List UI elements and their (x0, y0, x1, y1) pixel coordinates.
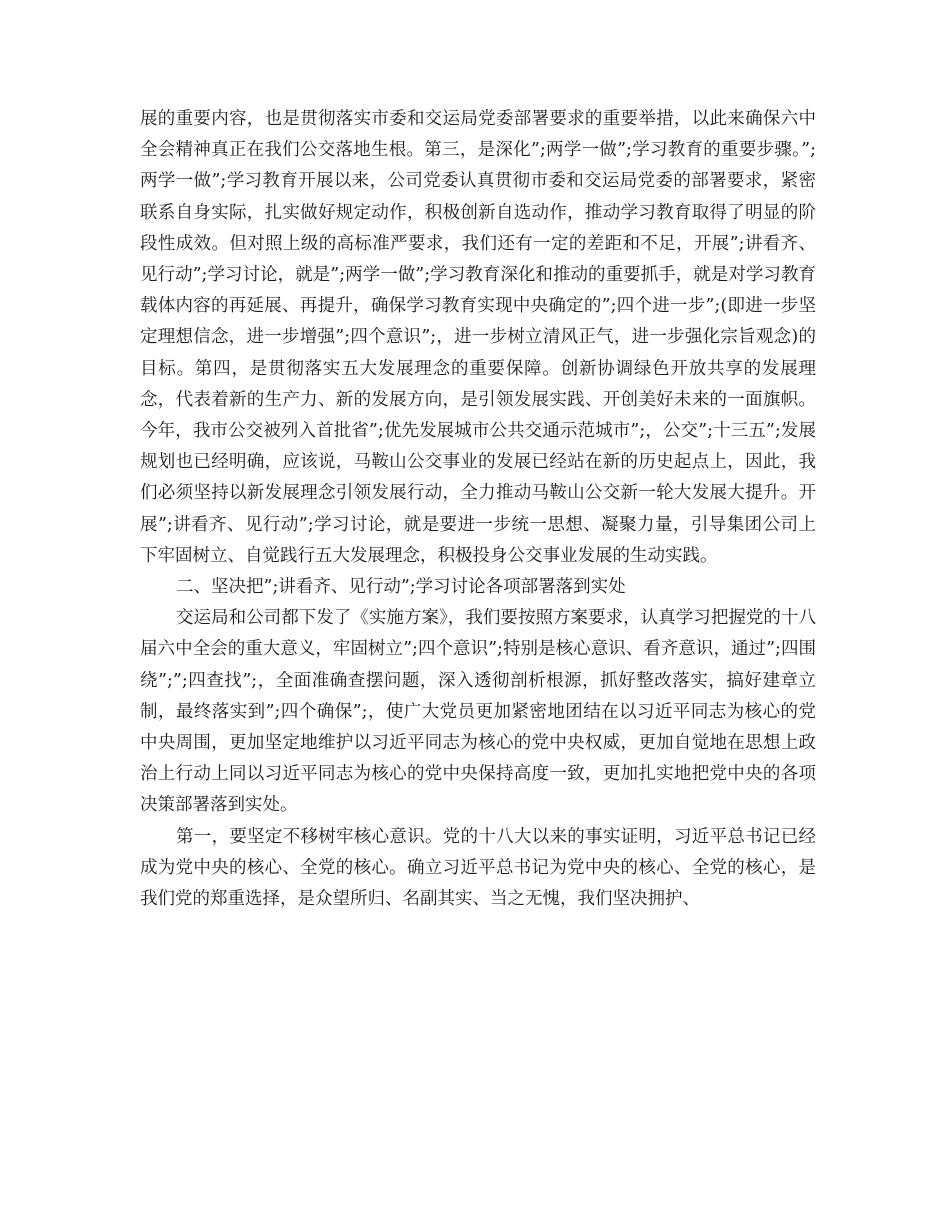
paragraph-core-awareness: 第一，要坚定不移树牢核心意识。党的十八大以来的事实证明，习近平总书记已经成为党中央的核心、全党的核心。确立习近平总书记为党中央的核心、全党的核心，是我们党的郑重选择，是众望所归、名副其实、当之无愧，我们坚决拥护、 (140, 826, 816, 910)
section-heading: 二、坚决把”;讲看齐、见行动”;学习讨论各项部署落到实处 (176, 577, 626, 598)
paragraph-implementation-plan: 交运局和公司都下发了《实施方案》，我们要按照方案要求，认真学习把握党的十八届六中全会的重大意义，牢固树立”;四个意识”;特别是核心意识、看齐意识，通过”;四围绕”;”;四查找”;，全面准确查摆问题，深入透彻剖析根源，抓好整改落实，搞好建章立制，最终落实到”;四个确保”;，使广大党员更加紧密地团结在以习近平同志为核心的党中央周围，更加坚定地维护以习近平同志为核心的党中央权威，更加自觉地在思想上政治上行动上同以习近平同志为核心的党中央保持高度一致，更加扎实地把党中央的各项决策部署落到实处。 (140, 608, 816, 816)
paragraph-continuation: 展的重要内容，也是贯彻落实市委和交运局党委部署要求的重要举措，以此来确保六中全会精神真正在我们公交落地生根。第三，是深化”;两学一做”;学习教育的重要步骤。”;两学一做”;学习教育开展以来，公司党委认真贯彻市委和交运局党委的部署要求，紧密联系自身实际，扎实做好规定动作，积极创新自选动作，推动学习教育取得了明显的阶段性成效。但对照上级的高标准严要求，我们还有一定的差距和不足，开展”;讲看齐、见行动”;学习讨论，就是”;两学一做”;学习教育深化和推动的重要抓手，就是对学习教育载体内容的再延展、再提升，确保学习教育实现中央确定的”;四个进一步”;(即进一步坚定理想信念，进一步增强”;四个意识”;，进一步树立清风正气，进一步强化宗旨观念)的目标。第四，是贯彻落实五大发展理念的重要保障。创新协调绿色开放共享的发展理念，代表着新的生产力、新的发展方向，是引领发展实践、开创美好未来的一面旗帜。今年，我市公交被列入首批省”;优先发展城市公共交通示范城市”;，公交”;十三五”;发展规划也已经明确，应该说，马鞍山公交事业的发展已经站在新的历史起点上，因此，我们必须坚持以新发展理念引领发展行动，全力推动马鞍山公交新一轮大发展大提升。开展”;讲看齐、见行动”;学习讨论，就是要进一步统一思想、凝聚力量，引导集团公司上下牢固树立、自觉践行五大发展理念，积极投身公交事业发展的生动实践。 (140, 109, 816, 566)
document-body (140, 104, 816, 915)
